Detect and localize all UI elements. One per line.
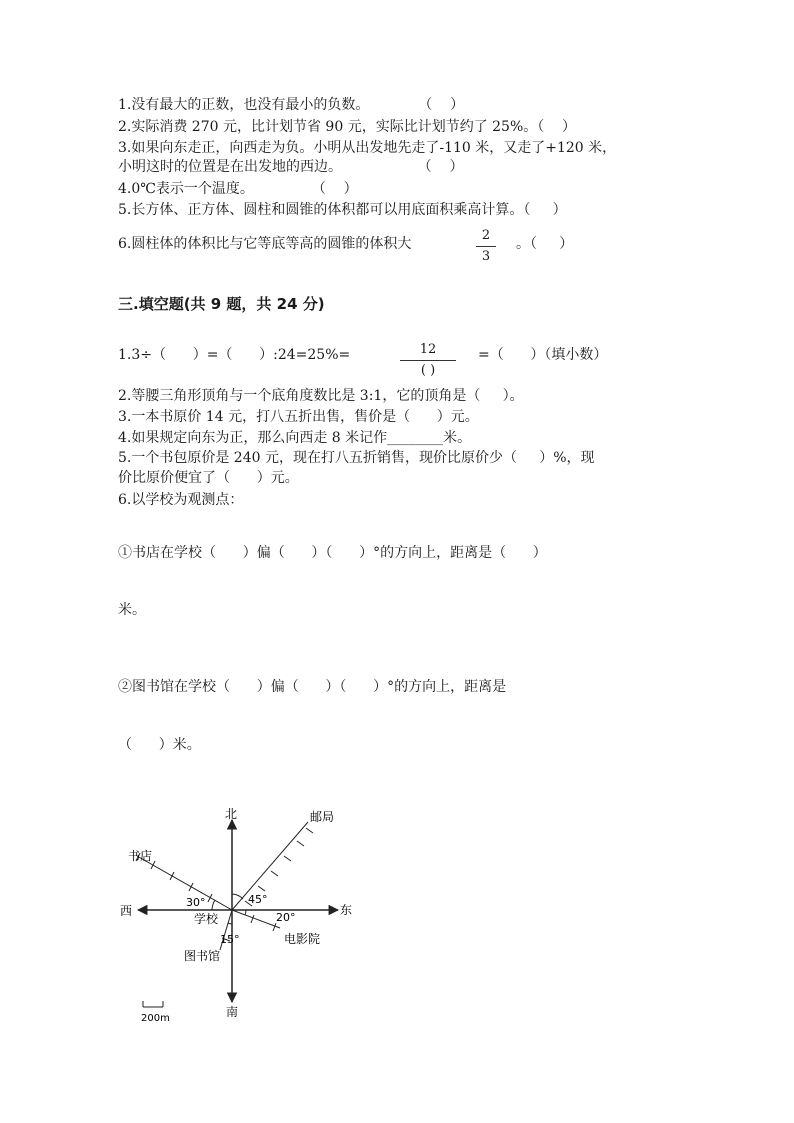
school-label: 学校: [194, 912, 219, 926]
section-title: 三.填空题(共 9 题，共 24 分): [118, 295, 325, 313]
fraction-bar: [400, 360, 456, 361]
north-label: 北: [225, 807, 238, 821]
bookstore-ray: [137, 856, 232, 910]
fraction-denominator: 3: [481, 249, 491, 264]
cinema-ticks: [251, 915, 276, 931]
fill-q6: 6.以学校为观测点：: [118, 492, 244, 508]
judge-q6-fraction: [476, 228, 496, 265]
judge-q3-line1: 3.如果向东走正，向西走为负。小明从出发地先走了-110 米，又走了+120 米，: [118, 140, 617, 156]
judge-q6-text: 6.圆柱体的体积比与它等底等高的圆锥的体积大: [118, 236, 412, 252]
judge-q1: 1.没有最大的正数，也没有最小的负数。 （ ）: [118, 97, 465, 113]
fill-q1-text: 1.3÷（ ）=（ ）:24=25%=: [118, 347, 351, 363]
scale-bar: [143, 1001, 163, 1007]
fill-q1-fraction: [400, 342, 456, 379]
cinema-label: 电影院: [284, 932, 321, 946]
fill-q3: 3.一本书原价 14 元，打八五折出售，售价是（ ）元。: [118, 409, 479, 425]
fill-q6-part1-line2: 米。: [118, 602, 146, 618]
fill-q6-part1-line1: ①书店在学校（ ）偏（ ）（ ）°的方向上，距离是（ ）: [118, 545, 547, 561]
east-label: 东: [340, 903, 353, 917]
judge-q2: 2.实际消费 270 元，比计划节省 90 元，实际比计划节约了 25%。（ ）: [118, 119, 577, 135]
fill-q1-tail: =（ ）（填小数）: [478, 347, 608, 363]
angle-label-bookstore: 30°: [186, 896, 206, 909]
cinema-ray: [232, 910, 280, 928]
fill-q5-line2: 价比原价便宜了（ ）元。: [118, 470, 299, 486]
library-label: 图书馆: [184, 949, 221, 963]
judge-q4: 4.0℃表示一个温度。 （ ）: [118, 181, 358, 197]
angle-label-post: 45°: [248, 893, 268, 906]
bookstore-label: 书店: [128, 849, 153, 863]
post-office-label: 邮局: [310, 810, 335, 824]
south-label: 南: [226, 1005, 239, 1019]
fill-q4: 4.如果规定向东为正，那么向西走 8 米记作________米。: [118, 430, 472, 446]
post-office-ray: [232, 822, 308, 910]
scale-label: 200m: [141, 1013, 170, 1024]
fraction-denominator: ( ): [420, 363, 436, 378]
angle-arc-bookstore: [212, 900, 215, 910]
angle-arc-post: [232, 894, 243, 899]
angle-label-library: 15°: [220, 933, 240, 946]
angle-label-cinema: 20°: [276, 911, 296, 924]
judge-q6-tail: 。（ ）: [516, 236, 574, 252]
fill-q2: 2.等腰三角形顶角与一个底角度数比是 3:1，它的顶角是（ ）。: [118, 388, 524, 404]
fraction-numerator: 2: [481, 228, 491, 243]
judge-q3-line2: 小明这时的位置是在出发地的西边。 （ ）: [118, 159, 464, 175]
fill-q5-line1: 5.一个书包原价是 240 元，现在打八五折销售，现价比原价少（ ）%，现: [118, 450, 595, 466]
fraction-bar: [476, 246, 496, 247]
fraction-numerator: 12: [419, 342, 437, 357]
fill-q6-part2-line2: （ ）米。: [118, 737, 201, 753]
judge-q5: 5.长方体、正方体、圆柱和圆锥的体积都可以用底面积乘高计算。（ ）: [118, 202, 567, 218]
direction-map: [110, 800, 370, 1030]
west-label: 西: [120, 904, 133, 918]
fill-q6-part2-line1: ②图书馆在学校（ ）偏（ ）（ ）°的方向上，距离是: [118, 679, 507, 695]
